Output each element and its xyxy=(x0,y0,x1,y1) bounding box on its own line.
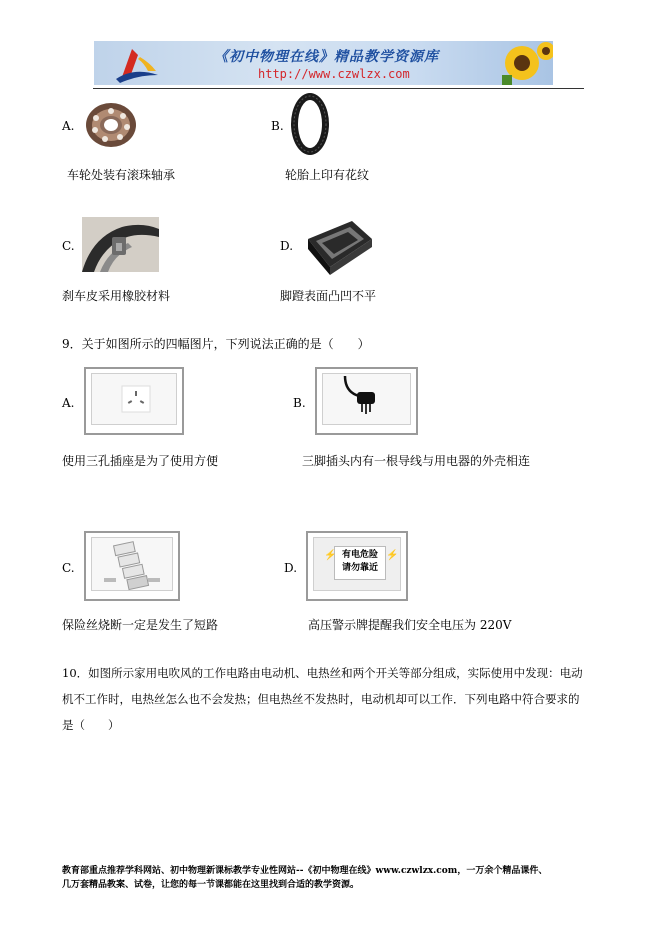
bicycle-pedal-icon xyxy=(302,217,376,275)
header-rule xyxy=(93,88,584,89)
warning-sign-line2: 请勿靠近 xyxy=(341,563,378,573)
warning-sign xyxy=(334,546,386,580)
footer-line1: 教育部重点推荐学科网站、初中物理新课标教学专业性网站--《初中物理在线》www.czwlzx.com，一万余个精品课件、 xyxy=(62,866,548,876)
q9-caption-d: 高压警示牌提醒我们安全电压为 220V xyxy=(308,618,512,632)
header-banner xyxy=(94,41,553,85)
footer-line2: 几万套精品教案、试卷，让您的每一节课都能在这里找到合适的教学资源。 xyxy=(62,880,360,890)
fuse-icon xyxy=(92,538,176,592)
q8-caption-a: 车轮处装有滚珠轴承 xyxy=(67,168,176,182)
q9-caption-c: 保险丝烧断一定是发生了短路 xyxy=(62,618,219,632)
q10-line3: 是（ ） xyxy=(62,718,120,732)
q8-caption-d: 脚蹬表面凸凹不平 xyxy=(280,289,377,303)
q9-label-d: D. xyxy=(284,561,298,575)
lightning-icon: ⚡ xyxy=(386,550,399,561)
q8-caption-c: 刹车皮采用橡胶材料 xyxy=(62,289,171,303)
q9-label-b: B. xyxy=(293,396,306,410)
q9-label-a: A. xyxy=(62,396,75,410)
q9-caption-a: 使用三孔插座是为了使用方便 xyxy=(62,454,219,468)
sunflower-icon xyxy=(482,41,553,85)
q10-line2: 机不工作时，电热丝怎么也不会发热；但电热丝不发热时，电动机却可以工作．下列电路中符合要求的 xyxy=(62,692,580,706)
socket-image xyxy=(84,367,184,435)
q10-stem xyxy=(62,660,590,738)
tire-icon xyxy=(289,92,331,156)
q9-caption-b: 三脚插头内有一根导线与用电器的外壳相连 xyxy=(302,454,531,468)
q8-caption-b: 轮胎上印有花纹 xyxy=(285,168,370,182)
brake-image xyxy=(82,217,159,272)
banner-url[interactable]: http://www.czwlzx.com xyxy=(258,67,410,81)
warning-sign-image xyxy=(306,531,408,601)
three-pin-plug-icon xyxy=(323,374,414,426)
q8-label-c: C. xyxy=(62,239,75,253)
q8-label-d: D. xyxy=(280,239,294,253)
warning-sign-line1: 有电危险 xyxy=(341,550,378,560)
tire-image xyxy=(289,92,331,156)
bearing-image xyxy=(83,97,139,151)
plug-image xyxy=(315,367,418,435)
q9-label-c: C. xyxy=(62,561,75,575)
ball-bearing-icon xyxy=(83,97,139,151)
site-logo-icon xyxy=(112,45,162,83)
bicycle-brake-icon xyxy=(82,217,159,272)
lightning-icon: ⚡ xyxy=(324,550,337,561)
fuse-image xyxy=(84,531,180,601)
q10-line1: 10．如图所示家用电吹风的工作电路由电动机、电热丝和两个开关等部分组成，实际使用中发现：电动 xyxy=(62,666,583,680)
three-hole-socket-icon xyxy=(92,374,180,426)
page-footer xyxy=(62,864,547,892)
pedal-image xyxy=(302,217,376,275)
banner-title: 《初中物理在线》精品教学资源库 xyxy=(214,49,439,65)
q8-label-a: A. xyxy=(62,119,75,133)
q9-stem: 9．关于如图所示的四幅图片，下列说法正确的是（ ） xyxy=(62,337,370,351)
q8-label-b: B. xyxy=(271,119,284,133)
